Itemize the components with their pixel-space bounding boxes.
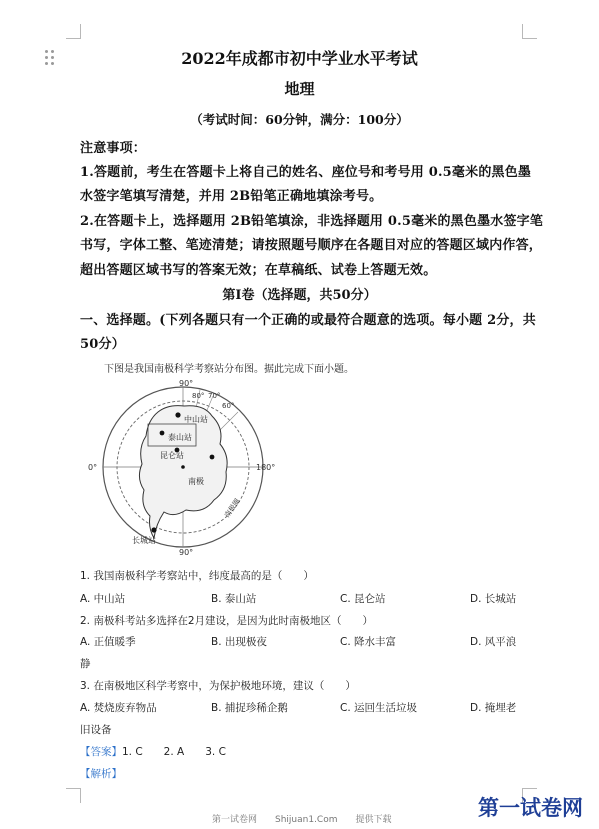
notice-line-5: 超出答题区域书写的答案无效；在草稿纸、试卷上答题无效。: [80, 263, 437, 278]
question-3-option-d[interactable]: D. 掩埋老: [470, 702, 517, 714]
lon-label-70: 70°: [208, 392, 221, 400]
station-marker: [210, 455, 215, 460]
lon-label-180: 180°: [256, 463, 276, 472]
changcheng-station-label: 长城站: [132, 536, 156, 545]
question-3-option-b[interactable]: B. 捕捉珍稀企鹅: [211, 702, 288, 714]
lat-label-bottom: 90°: [179, 548, 194, 556]
question-1-stem: 1. 我国南极科学考察站中，纬度最高的是（ ）: [80, 570, 314, 582]
taishan-station-marker: [160, 431, 165, 436]
analysis-label: 【解析】: [80, 768, 122, 780]
antarctic-station-map: [88, 378, 278, 556]
answer-row: [80, 744, 226, 759]
south-pole-marker: [181, 465, 185, 469]
site-watermark: 第一试卷网: [478, 796, 583, 820]
antarctic-circle-label: 南极圈: [223, 497, 242, 520]
question-1-option-d[interactable]: D. 长城站: [470, 593, 517, 605]
question-2-stem: 2. 南极科考站多选择在2月建设，是因为此时南极地区（ ）: [80, 615, 374, 627]
zhongshan-station-label: 中山站: [184, 415, 208, 424]
question-2-option-d[interactable]: D. 风平浪: [470, 636, 517, 648]
question-3-option-a[interactable]: A. 焚烧废弃物品: [80, 702, 157, 714]
notice-heading: 注意事项：: [80, 141, 147, 156]
lon-label-60: 60°: [222, 402, 235, 410]
lon-label-80: 80°: [192, 392, 205, 400]
question-1-option-c[interactable]: C. 昆仑站: [340, 593, 386, 605]
notice-line-3: 2.在答题卡上，选择题用 2B铅笔填涂，非选择题用 0.5毫米的黑色墨水签字笔: [80, 214, 544, 229]
corner-mark-top-left: [66, 24, 81, 39]
question-3-stem: 3. 在南极地区科学考察中，为保护极地环境，建议（ ）: [80, 680, 356, 692]
question-3-option-c[interactable]: C. 运回生活垃圾: [340, 702, 418, 714]
exam-info: （考试时间：60分钟，满分：100分）: [190, 112, 409, 127]
footer-text: 第一试卷网 Shijuan1.Com 提供下载: [212, 815, 392, 825]
section-intro-line-2: 50分）: [80, 337, 125, 352]
changcheng-station-marker: [151, 527, 156, 532]
subject-title: 地理: [284, 80, 315, 98]
document-title: 2022年成都市初中学业水平考试: [181, 49, 418, 68]
question-1-option-a[interactable]: A. 中山站: [80, 593, 126, 605]
notice-line-1: 1.答题前，考生在答题卡上将自己的姓名、座位号和考号用 0.5毫米的黑色墨: [80, 165, 532, 180]
question-1-option-b[interactable]: B. 泰山站: [211, 593, 257, 605]
question-2-option-d-wrap: 静: [80, 658, 91, 670]
answer-label: 【答案】: [80, 746, 122, 758]
zhongshan-station-marker: [175, 412, 180, 417]
notice-line-2: 水签字笔填写清楚，并用 2B铅笔正确地填涂考号。: [80, 189, 383, 204]
corner-mark-top-right: [522, 24, 537, 39]
question-2-option-c[interactable]: C. 降水丰富: [340, 636, 397, 648]
kunlun-station-label: 昆仑站: [160, 451, 184, 460]
section-title: 第Ⅰ卷（选择题，共50分）: [222, 288, 377, 303]
question-2-option-a[interactable]: A. 正值暖季: [80, 636, 136, 648]
lon-label-0: 0°: [88, 463, 98, 472]
notice-line-4: 书写，字体工整、笔迹清楚；请按照题号顺序在各题目对应的答题区域内作答，: [80, 238, 543, 253]
taishan-station-label: 泰山站: [168, 433, 192, 442]
question-3-option-d-wrap: 旧设备: [80, 724, 112, 736]
corner-mark-bottom-left: [66, 788, 81, 803]
lat-label-top: 90°: [179, 379, 194, 388]
section-intro-line-1: 一、选择题。(下列各题只有一个正确的或最符合题意的选项。每小题 2分，共: [80, 313, 536, 328]
map-caption: 下图是我国南极科学考察站分布图。据此完成下面小题。: [104, 364, 354, 375]
answer-text: 1. C 2. A 3. C: [122, 746, 226, 758]
south-pole-label: 南极: [188, 477, 204, 486]
question-2-option-b[interactable]: B. 出现极夜: [211, 636, 267, 648]
